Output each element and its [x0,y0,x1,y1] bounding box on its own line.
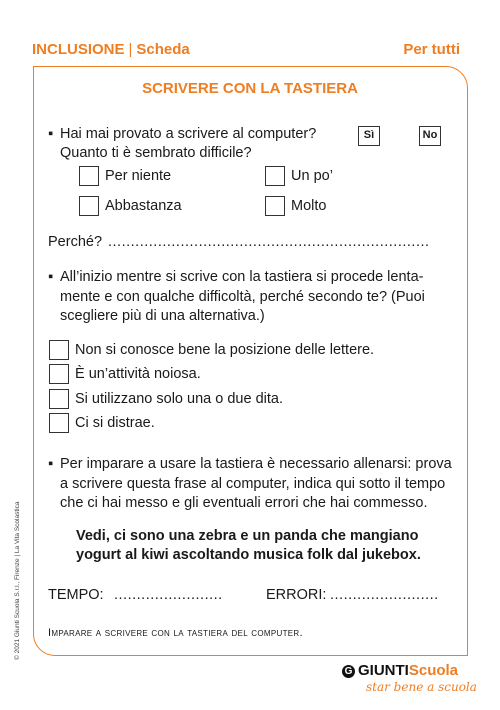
worksheet-title: SCRIVERE CON LA TASTIERA [142,80,358,97]
header-audience: Per tutti [403,41,460,58]
q1-line2: Quanto ti è sembrato difficile? [60,145,252,161]
q1-line1: Hai mai provato a scrivere al computer? [60,126,317,142]
q3-line3: che ci hai messo e gli eventuali errori che hai commesso. [60,495,428,511]
logo-brand: GIUNTI [358,662,409,679]
q2-bullet: ▪ [48,269,54,285]
why-label: Perché? [48,234,103,250]
q2-option-label: È un’attività noiosa. [75,366,201,382]
footer-caption [48,627,303,639]
no-checkbox[interactable]: No [419,126,441,146]
logo-brand-scuola: Scuola [408,662,459,679]
q2-line1: All’inizio mentre si scrive con la tastiera si procede lenta- [60,269,424,285]
q1-option-checkbox[interactable] [79,196,99,216]
q2-option-label: Si utilizzano solo una o due dita. [75,391,283,407]
q2-option-checkbox[interactable] [49,389,69,409]
yes-checkbox[interactable]: Sì [358,126,380,146]
header-subsection: Scheda [136,41,190,58]
q2-option-label: Ci si distrae. [75,415,155,431]
time-answer-line[interactable]: ........................ [114,587,223,603]
logo-tagline: star bene a scuola [366,680,477,694]
q2-option-label: Non si conosce bene la posizione delle lettere. [75,342,375,358]
copyright-note: © 2021 Giunti Scuola S.r.l., Firenze | La Vita Scolastica [14,501,21,660]
practice-sentence-line2: yogurt al kiwi ascoltando musica folk dal jukebox. [76,547,421,563]
q1-option-label: Per niente [105,168,172,184]
errors-label: ERRORI: [266,587,327,603]
q2-line3: scegliere più di una alternativa.) [60,308,265,324]
q1-bullet: ▪ [48,126,54,142]
q2-option-checkbox[interactable] [49,340,69,360]
publisher-logo [342,662,458,679]
q1-option-label: Un po’ [291,168,333,184]
why-answer-line[interactable]: ....................................................................... [108,234,430,250]
q3-line1: Per imparare a usare la tastiera è necessario allenarsi: prova [60,456,452,472]
footer-caption-text: Imparare a scrivere con la tastiera del computer. [48,627,303,639]
q2-option-checkbox[interactable] [49,364,69,384]
q3-bullet: ▪ [48,456,54,472]
header-section [32,41,190,58]
q2-line2: mente e con qualche difficoltà, perché secondo te? (Puoi [60,289,425,305]
q1-option-checkbox[interactable] [79,166,99,186]
header-section-title: INCLUSIONE [32,41,125,58]
time-label: TEMPO: [48,587,104,603]
q2-option-checkbox[interactable] [49,413,69,433]
q3-line2: a scrivere questa frase al computer, indica qui sotto il tempo [60,476,446,492]
practice-sentence-line1: Vedi, ci sono una zebra e un panda che mangiano [76,528,419,544]
q1-option-checkbox[interactable] [265,196,285,216]
q1-option-checkbox[interactable] [265,166,285,186]
logo-mark-icon: G [342,665,355,678]
q1-option-label: Abbastanza [105,198,182,214]
header-separator: | [128,41,133,58]
q1-option-label: Molto [291,198,327,214]
errors-answer-line[interactable]: ........................ [330,587,439,603]
